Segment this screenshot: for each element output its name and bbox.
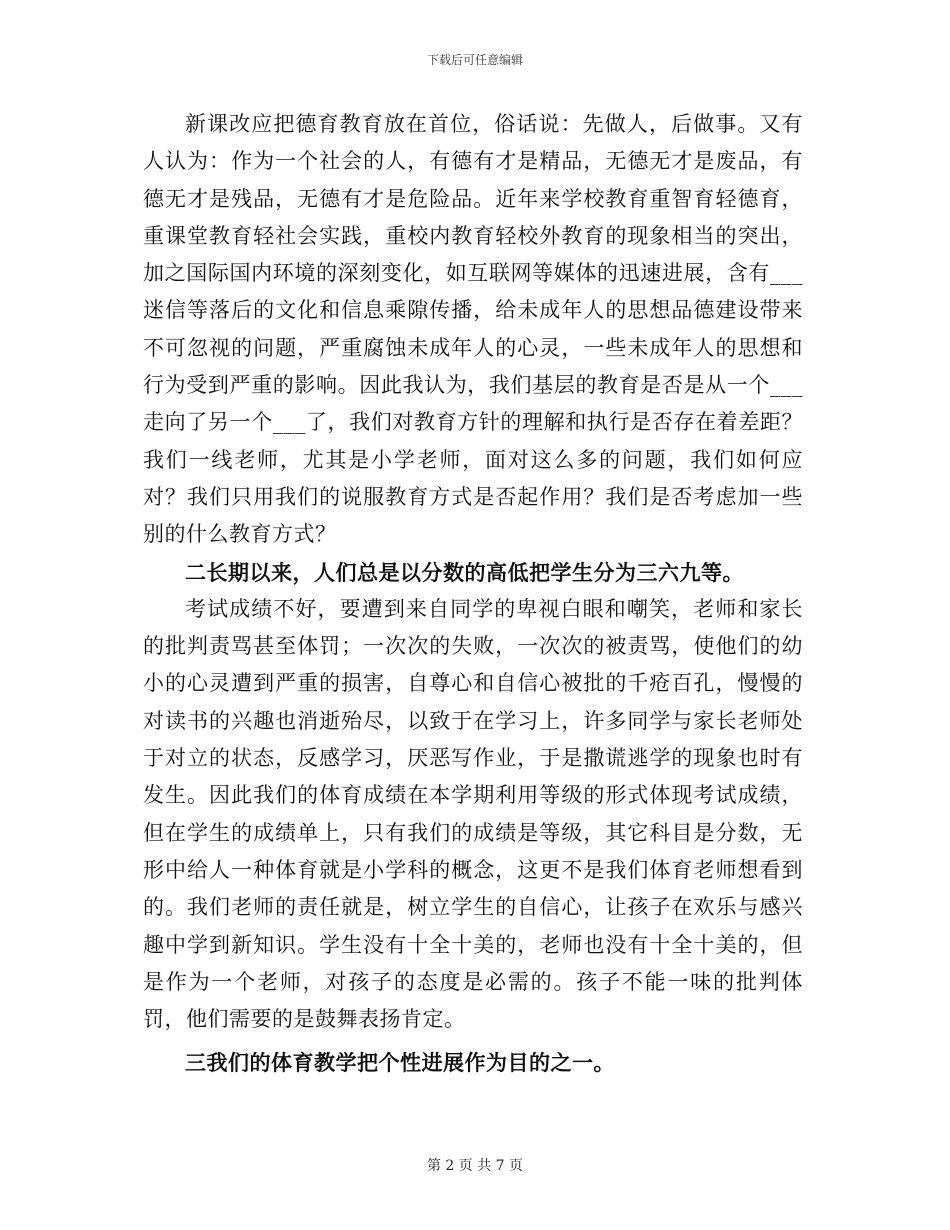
document-body [143,106,803,1082]
page-number: 第 2 页 共 7 页 [426,1158,524,1174]
page-header: 下载后可任意编辑 [426,53,523,67]
section-heading-2: 二长期以来，人们总是以分数的高低把学生分为三六九等。 [185,559,744,585]
body-paragraph-2: 考试成绩不好，要遭到来自同学的卑视白眼和嘲笑，老师和家长的批判责骂甚至体罚；一次次的失败，一次次的被责骂，使他们的幼小的心灵遭到严重的损害，自尊心和自信心被批的千疮百孔，慢慢的对读书的兴趣也消逝殆尽，以致于在学习上，许多同学与家长老师处于对立的状态，反感学习，厌恶写作业，于是撒谎逃学的现象也时有发生。因此我们的体育成绩在本学期利用等级的形式体现考试成绩，但在学生的成绩单上，只有我们的成绩是等级，其它科目是分数，无形中给人一种体育就是小学科的概念，这更不是我们体育老师想看到的。我们老师的责任就是，树立学生的自信心，让孩子在欢乐与感兴趣中学到新知识。学生没有十全十美的，老师也没有十全十美的，但是作为一个老师，对孩子的态度是必需的。孩子不能一味的批判体罚，他们需要的是鼓舞表扬肯定。 [143,596,803,1032]
section-heading-3: 三我们的体育教学把个性进展作为目的之一。 [185,1050,615,1076]
body-paragraph-1: 新课改应把德育教育放在首位，俗话说：先做人，后做事。又有人认为：作为一个社会的人，有德有才是精品，无德无才是废品，有德无才是残品，无德有才是危险品。近年来学校教育重智育轻德育，重课堂教育轻社会实践，重校内教育轻校外教育的现象相当的突出，加之国际国内环境的深刻变化，如互联网等媒体的迅速进展，含有___迷信等落后的文化和信息乘隙传播，给未成年人的思想品德建设带来不可忽视的问题，严重腐蚀未成年人的心灵，一些未成年人的思想和行为受到严重的影响。因此我认为，我们基层的教育是否是从一个___走向了另一个___了，我们对教育方针的理解和执行是否存在着差距？我们一线老师，尤其是小学老师，面对这么多的问题，我们如何应对？我们只用我们的说服教育方式是否起作用？我们是否考虑加一些别的什么教育方式？ [143,112,803,547]
